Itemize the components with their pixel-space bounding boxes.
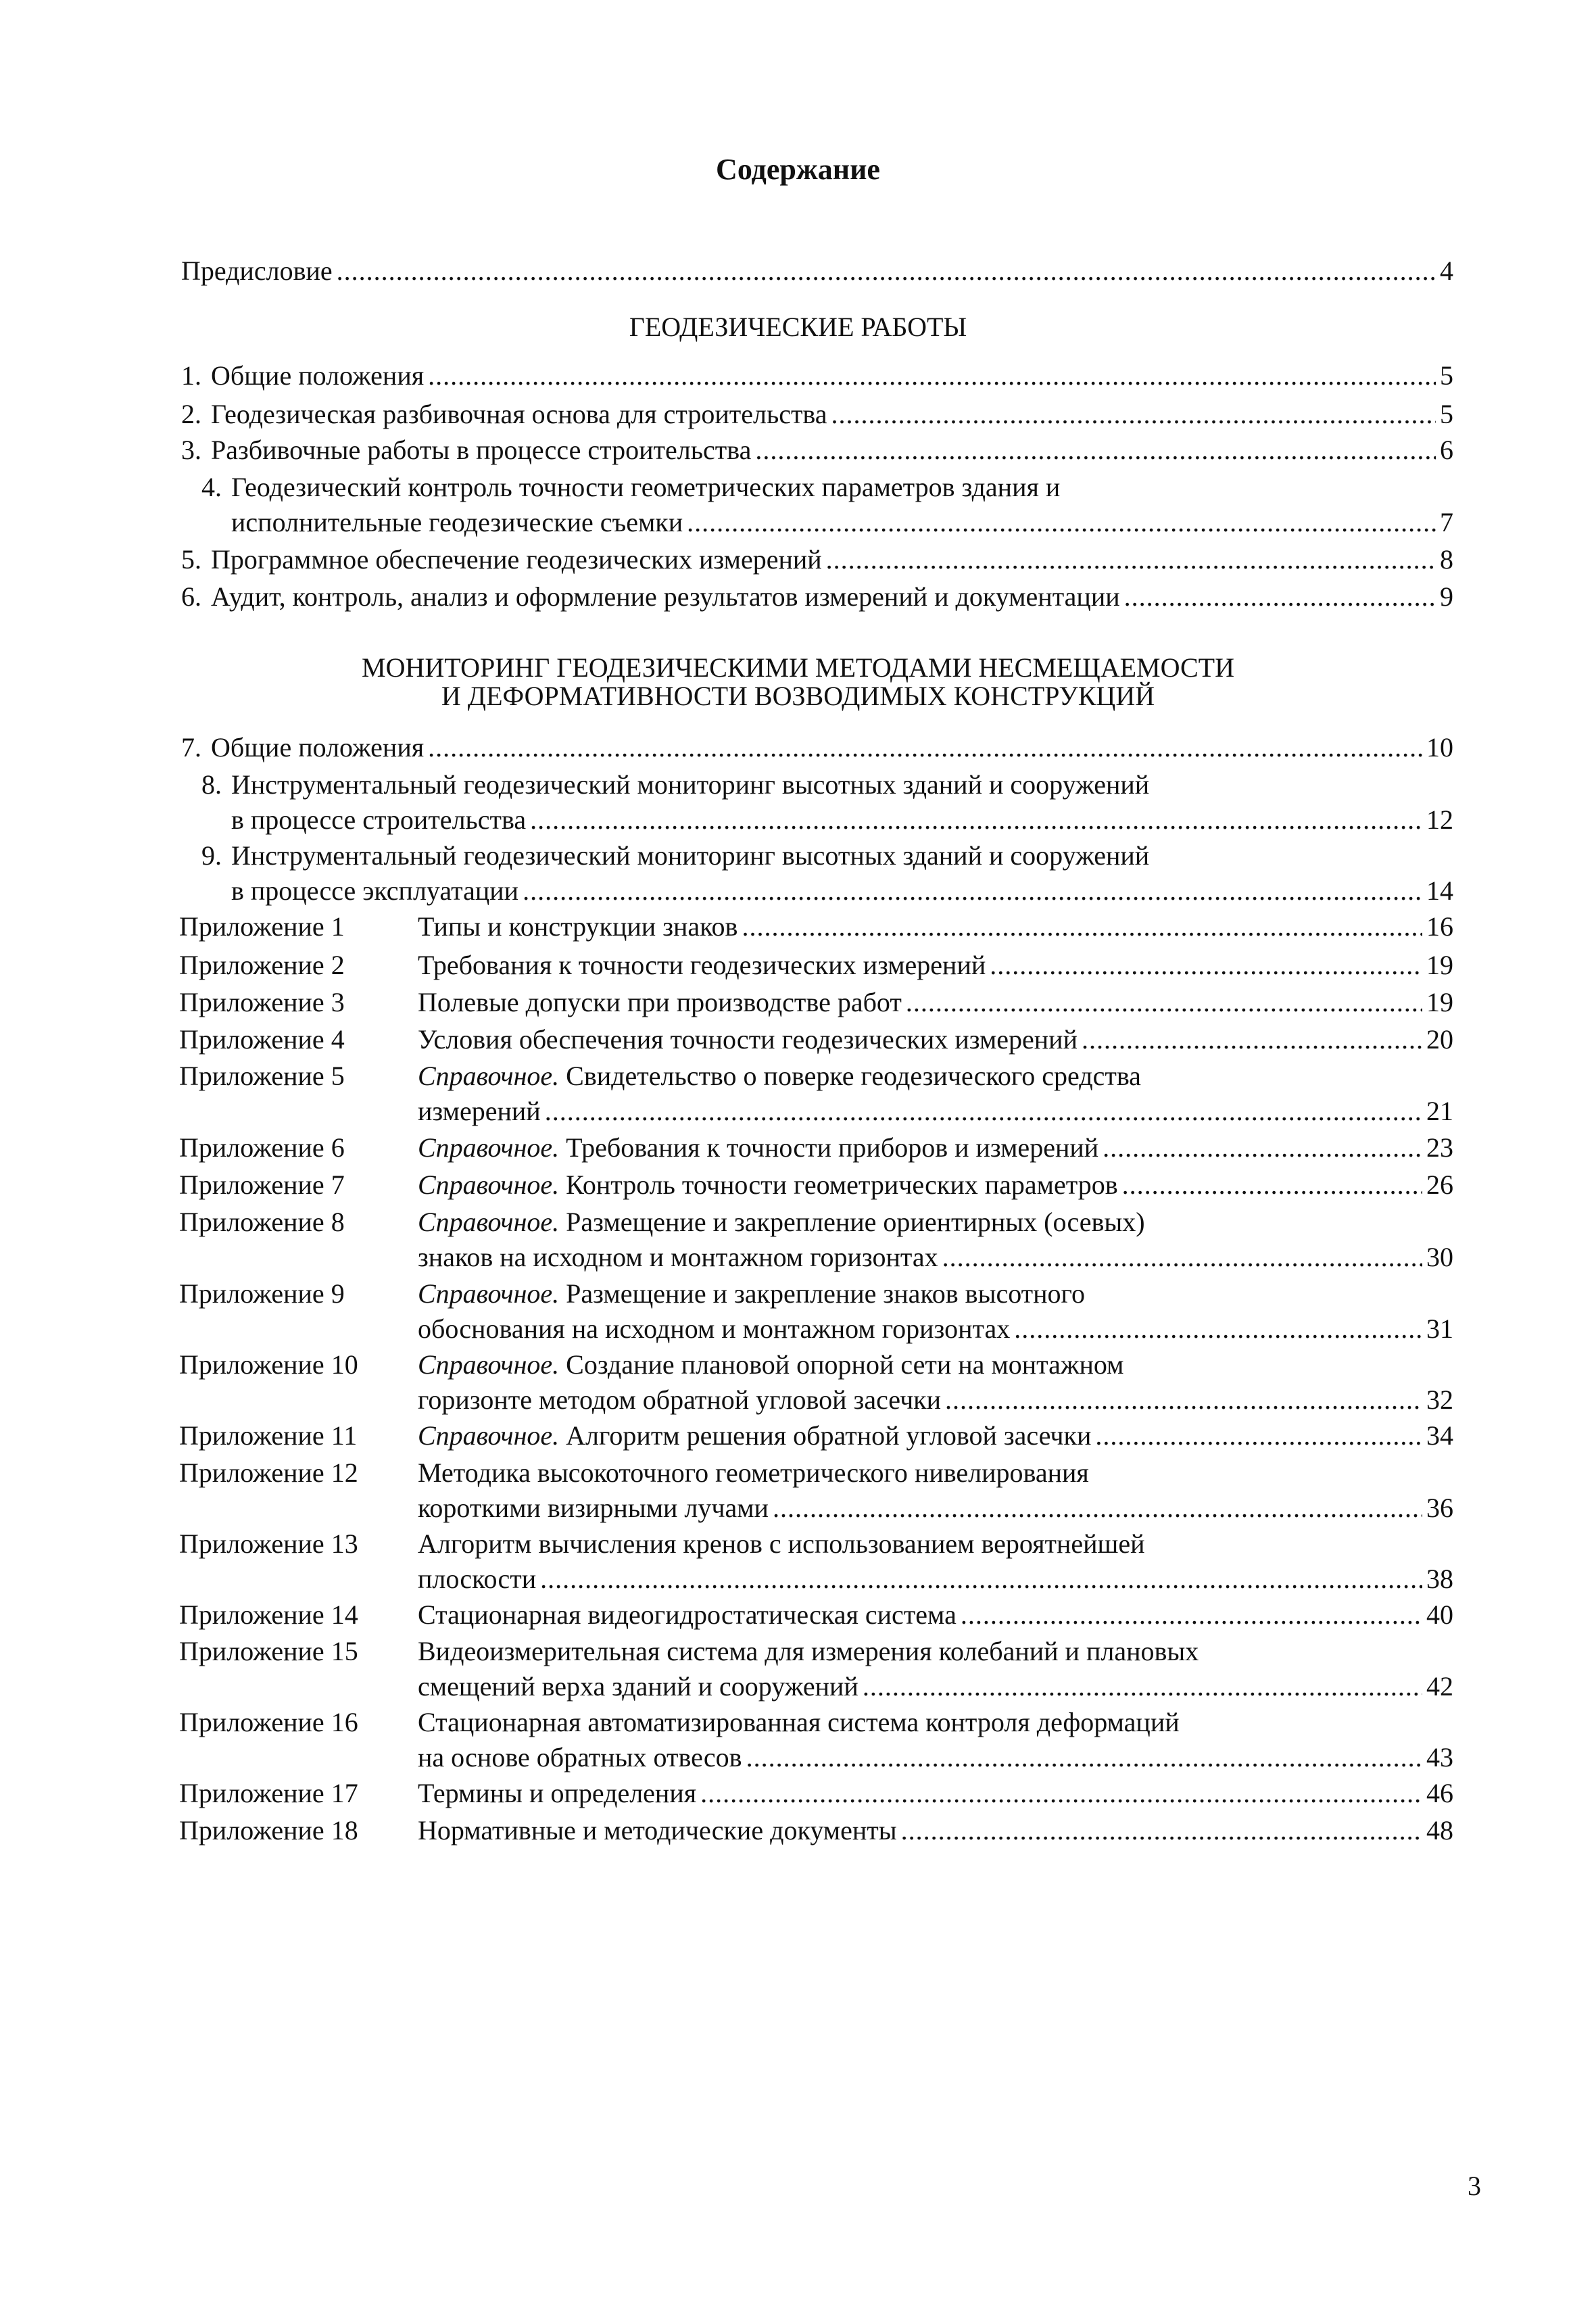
- toc-entry-line[interactable]: [231, 802, 1453, 838]
- toc-leader: [1095, 1418, 1422, 1453]
- toc-entry-line[interactable]: [181, 397, 1453, 432]
- toc-entry-label: Инструментальный геодезический мониторинг высотных зданий и сооружений: [231, 769, 1150, 800]
- appendix-reference-tag: Справочное.: [418, 1349, 560, 1380]
- toc-entry-page: 8: [1440, 544, 1453, 575]
- toc-entry-label: Геодезический контроль точности геометрических параметров здания и: [231, 472, 1061, 502]
- appendix-entry-text: Требования к точности геодезических измерений: [418, 950, 986, 980]
- toc-entry-line[interactable]: [181, 358, 1453, 393]
- appendix-entry-line[interactable]: [418, 1059, 1453, 1094]
- appendix-entry-line[interactable]: [418, 948, 1453, 983]
- appendix-entry-page: 16: [1426, 911, 1453, 942]
- appendix-entry-page: 48: [1426, 1815, 1453, 1845]
- appendix-label: Приложение 10: [179, 1349, 358, 1380]
- appendix-entry-line[interactable]: [418, 1740, 1453, 1775]
- toc-entry-page: 5: [1440, 399, 1453, 429]
- toc-entry-number: 9.: [201, 840, 222, 871]
- toc-entry-line[interactable]: [181, 838, 1453, 873]
- appendix-entry-line[interactable]: [418, 1022, 1453, 1057]
- section-title-monitoring-line1: МОНИТОРИНГ ГЕОДЕЗИЧЕСКИМИ МЕТОДАМИ НЕСМЕЩАЕМОСТИ: [362, 652, 1234, 683]
- appendix-reference-tag: Справочное.: [418, 1061, 560, 1091]
- toc-entry-line[interactable]: [231, 505, 1453, 540]
- appendix-entry-line[interactable]: [418, 1167, 1453, 1203]
- appendix-entry-text: измерений: [418, 1096, 541, 1126]
- appendix-entry-text: плоскости: [418, 1564, 537, 1594]
- toc-entry-label: в процессе строительства: [231, 804, 527, 835]
- appendix-entry-text: Алгоритм вычисления кренов с использованием вероятнейшей: [418, 1528, 1145, 1559]
- toc-entry-preface[interactable]: [181, 254, 1453, 289]
- appendix-entry-line[interactable]: [418, 1455, 1453, 1491]
- appendix-entry-line[interactable]: [418, 1634, 1453, 1669]
- appendix-entry-page: 19: [1426, 987, 1453, 1017]
- appendix-entry-page: 30: [1426, 1242, 1453, 1272]
- appendix-entry-text: Справочное. Требования к точности приборов и измерений: [418, 1132, 1099, 1163]
- toc-entry-label: в процессе эксплуатации: [231, 875, 519, 906]
- appendix-reference-tag: Справочное.: [418, 1278, 560, 1309]
- toc-leader: [700, 1776, 1422, 1811]
- appendix-label: Приложение 1: [179, 911, 345, 942]
- appendix-entry-text: Стационарная автоматизированная система контроля деформаций: [418, 1707, 1180, 1737]
- appendix-entry-text: Видеоизмерительная система для измерения колебаний и плановых: [418, 1636, 1199, 1666]
- appendix-entry-page: 26: [1426, 1169, 1453, 1200]
- toc-entry-number: 3.: [181, 435, 201, 465]
- appendix-entry-line[interactable]: [418, 1382, 1453, 1418]
- toc-leader: [540, 1562, 1422, 1597]
- toc-leader: [961, 1597, 1422, 1633]
- appendix-entry-text: Справочное. Создание плановой опорной сети на монтажном: [418, 1349, 1124, 1380]
- appendix-label: Приложение 13: [179, 1528, 358, 1559]
- appendix-entry-line[interactable]: [418, 1526, 1453, 1562]
- toc-leader: [428, 730, 1422, 765]
- appendix-entry-page: 34: [1426, 1420, 1453, 1451]
- toc-entry-label: Инструментальный геодезический мониторинг высотных зданий и сооружений: [231, 840, 1150, 871]
- toc-leader: [1122, 1167, 1422, 1203]
- toc-leader: [826, 542, 1436, 577]
- toc-leader: [773, 1491, 1422, 1526]
- toc-entry-line[interactable]: [181, 579, 1453, 614]
- toc-entry-line[interactable]: [231, 873, 1453, 909]
- toc-leader: [742, 909, 1422, 944]
- appendix-entry-text: на основе обратных отвесов: [418, 1742, 742, 1772]
- toc-entry-page: 9: [1440, 581, 1453, 612]
- toc-leader: [530, 802, 1422, 838]
- appendix-entry-page: 32: [1426, 1384, 1453, 1415]
- appendix-label: Приложение 7: [179, 1169, 345, 1200]
- appendix-entry-line[interactable]: [418, 1669, 1453, 1704]
- appendix-reference-tag: Справочное.: [418, 1420, 560, 1451]
- appendix-entry-text: Условия обеспечения точности геодезических измерений: [418, 1024, 1078, 1055]
- toc-leader: [1082, 1022, 1422, 1057]
- appendix-entry-line[interactable]: [418, 985, 1453, 1020]
- toc-leader: [990, 948, 1422, 983]
- toc-leader: [906, 985, 1422, 1020]
- appendix-entry-line[interactable]: [418, 1205, 1453, 1240]
- appendix-label: Приложение 3: [179, 987, 345, 1017]
- toc-entry-number: 5.: [181, 544, 201, 575]
- toc-entry-label: Геодезическая разбивочная основа для строительства: [211, 399, 827, 429]
- toc-entry-label: Аудит, контроль, анализ и оформление результатов измерений и документации: [211, 581, 1120, 612]
- toc-leader: [1103, 1130, 1422, 1165]
- toc-entry-page: 7: [1440, 507, 1453, 537]
- appendix-label: Приложение 5: [179, 1061, 345, 1091]
- appendix-entry-text: Справочное. Размещение и закрепление знаков высотного: [418, 1278, 1085, 1309]
- appendix-entry-page: 46: [1426, 1778, 1453, 1808]
- toc-entry-page: 12: [1426, 804, 1453, 835]
- appendix-entry-text: Типы и конструкции знаков: [418, 911, 738, 942]
- toc-leader: [1124, 579, 1436, 614]
- toc-entry-number: 7.: [181, 732, 201, 763]
- appendix-entry-line[interactable]: [418, 1094, 1453, 1129]
- toc-entry-page: 14: [1426, 875, 1453, 906]
- appendix-entry-page: 38: [1426, 1564, 1453, 1594]
- toc-entry-number: 1.: [181, 360, 201, 391]
- appendix-entry-text: Справочное. Свидетельство о поверке геодезического средства: [418, 1061, 1141, 1091]
- toc-leader: [945, 1382, 1422, 1418]
- toc-entry-line[interactable]: [181, 433, 1453, 468]
- appendix-entry-line[interactable]: [418, 1562, 1453, 1597]
- toc-entry-label: Предисловие: [181, 256, 333, 286]
- appendix-label: Приложение 6: [179, 1132, 345, 1163]
- appendix-label: Приложение 14: [179, 1599, 358, 1630]
- appendix-entry-text: знаков на исходном и монтажном горизонтах: [418, 1242, 938, 1272]
- appendix-entry-line[interactable]: [418, 1240, 1453, 1275]
- appendix-label: Приложение 18: [179, 1815, 358, 1845]
- toc-entry-number: 6.: [181, 581, 201, 612]
- toc-leader: [337, 254, 1436, 289]
- appendix-entry-page: 42: [1426, 1671, 1453, 1702]
- toc-entry-label: Общие положения: [211, 732, 425, 763]
- appendix-entry-text: горизонте методом обратной угловой засечки: [418, 1384, 942, 1415]
- appendix-entry-text: смещений верха зданий и сооружений: [418, 1671, 859, 1702]
- appendix-label: Приложение 12: [179, 1457, 358, 1488]
- appendix-entry-line[interactable]: [418, 1276, 1453, 1311]
- appendix-entry-text: Справочное. Размещение и закрепление ориентирных (осевых): [418, 1207, 1145, 1237]
- toc-entry-page: 10: [1426, 732, 1453, 763]
- toc-leader: [428, 358, 1436, 393]
- appendix-entry-page: 21: [1426, 1096, 1453, 1126]
- toc-entry-line[interactable]: [181, 767, 1453, 802]
- appendix-label: Приложение 2: [179, 950, 345, 980]
- toc-entry-label: исполнительные геодезические съемки: [231, 507, 683, 537]
- toc-entry-number: 8.: [201, 769, 222, 800]
- toc-leader: [831, 397, 1436, 432]
- appendix-entry-line[interactable]: [418, 1813, 1453, 1848]
- toc-leader: [746, 1740, 1422, 1775]
- toc-leader: [755, 433, 1436, 468]
- toc-leader: [545, 1094, 1422, 1129]
- toc-entry-label: Общие положения: [211, 360, 425, 391]
- appendix-entry-line[interactable]: [418, 1418, 1453, 1453]
- appendix-entry-text: Термины и определения: [418, 1778, 697, 1808]
- appendix-entry-page: 19: [1426, 950, 1453, 980]
- toc-entry-line[interactable]: [181, 542, 1453, 577]
- toc-leader: [1014, 1311, 1422, 1347]
- page-title: Содержание: [716, 153, 880, 186]
- appendix-label: Приложение 11: [179, 1420, 358, 1451]
- toc-entry-number: 2.: [181, 399, 201, 429]
- appendix-entry-page: 23: [1426, 1132, 1453, 1163]
- toc-leader: [687, 505, 1436, 540]
- appendix-entry-line[interactable]: [418, 909, 1453, 944]
- toc-entry-label: Разбивочные работы в процессе строительства: [211, 435, 752, 465]
- appendix-entry-text: обоснования на исходном и монтажном горизонтах: [418, 1313, 1011, 1344]
- appendix-reference-tag: Справочное.: [418, 1207, 560, 1237]
- toc-entry-page: 5: [1440, 360, 1453, 391]
- appendix-entry-text: Нормативные и методические документы: [418, 1815, 897, 1845]
- page-number: 3: [1468, 2171, 1481, 2201]
- toc-leader: [901, 1813, 1422, 1848]
- appendix-entry-line[interactable]: [418, 1776, 1453, 1811]
- toc-entry-line[interactable]: [181, 470, 1453, 505]
- toc-entry-page: 4: [1440, 256, 1453, 286]
- appendix-entry-line[interactable]: [418, 1311, 1453, 1347]
- appendix-label: Приложение 15: [179, 1636, 358, 1666]
- toc-entry-line[interactable]: [181, 730, 1453, 765]
- appendix-entry-page: 36: [1426, 1493, 1453, 1523]
- appendix-label: Приложение 4: [179, 1024, 345, 1055]
- appendix-entry-text: Стационарная видеогидростатическая система: [418, 1599, 957, 1630]
- appendix-entry-line[interactable]: [418, 1130, 1453, 1165]
- appendix-entry-text: Справочное. Алгоритм решения обратной угловой засечки: [418, 1420, 1092, 1451]
- appendix-label: Приложение 9: [179, 1278, 345, 1309]
- toc-entry-label: Программное обеспечение геодезических измерений: [211, 544, 822, 575]
- appendix-label: Приложение 17: [179, 1778, 358, 1808]
- appendix-entry-line[interactable]: [418, 1491, 1453, 1526]
- appendix-reference-tag: Справочное.: [418, 1169, 560, 1200]
- appendix-entry-text: Справочное. Контроль точности геометрических параметров: [418, 1169, 1118, 1200]
- toc-entry-number: 4.: [201, 472, 222, 502]
- appendix-entry-line[interactable]: [418, 1597, 1453, 1633]
- appendix-entry-text: короткими визирными лучами: [418, 1493, 769, 1523]
- toc-leader: [863, 1669, 1422, 1704]
- appendix-entry-line[interactable]: [418, 1705, 1453, 1740]
- appendix-entry-page: 20: [1426, 1024, 1453, 1055]
- toc-entry-page: 6: [1440, 435, 1453, 465]
- toc-leader: [523, 873, 1422, 909]
- appendix-reference-tag: Справочное.: [418, 1132, 560, 1163]
- appendix-entry-line[interactable]: [418, 1347, 1453, 1382]
- appendix-label: Приложение 8: [179, 1207, 345, 1237]
- appendix-entry-text: Полевые допуски при производстве работ: [418, 987, 902, 1017]
- appendix-label: Приложение 16: [179, 1707, 358, 1737]
- section-title-geodetic-works: ГЕОДЕЗИЧЕСКИЕ РАБОТЫ: [629, 312, 967, 342]
- section-title-monitoring-line2: И ДЕФОРМАТИВНОСТИ ВОЗВОДИМЫХ КОНСТРУКЦИЙ: [441, 681, 1155, 711]
- appendix-entry-text: Методика высокоточного геометрического нивелирования: [418, 1457, 1089, 1488]
- toc-leader: [942, 1240, 1422, 1275]
- appendix-entry-page: 31: [1426, 1313, 1453, 1344]
- appendix-entry-page: 43: [1426, 1742, 1453, 1772]
- appendix-entry-page: 40: [1426, 1599, 1453, 1630]
